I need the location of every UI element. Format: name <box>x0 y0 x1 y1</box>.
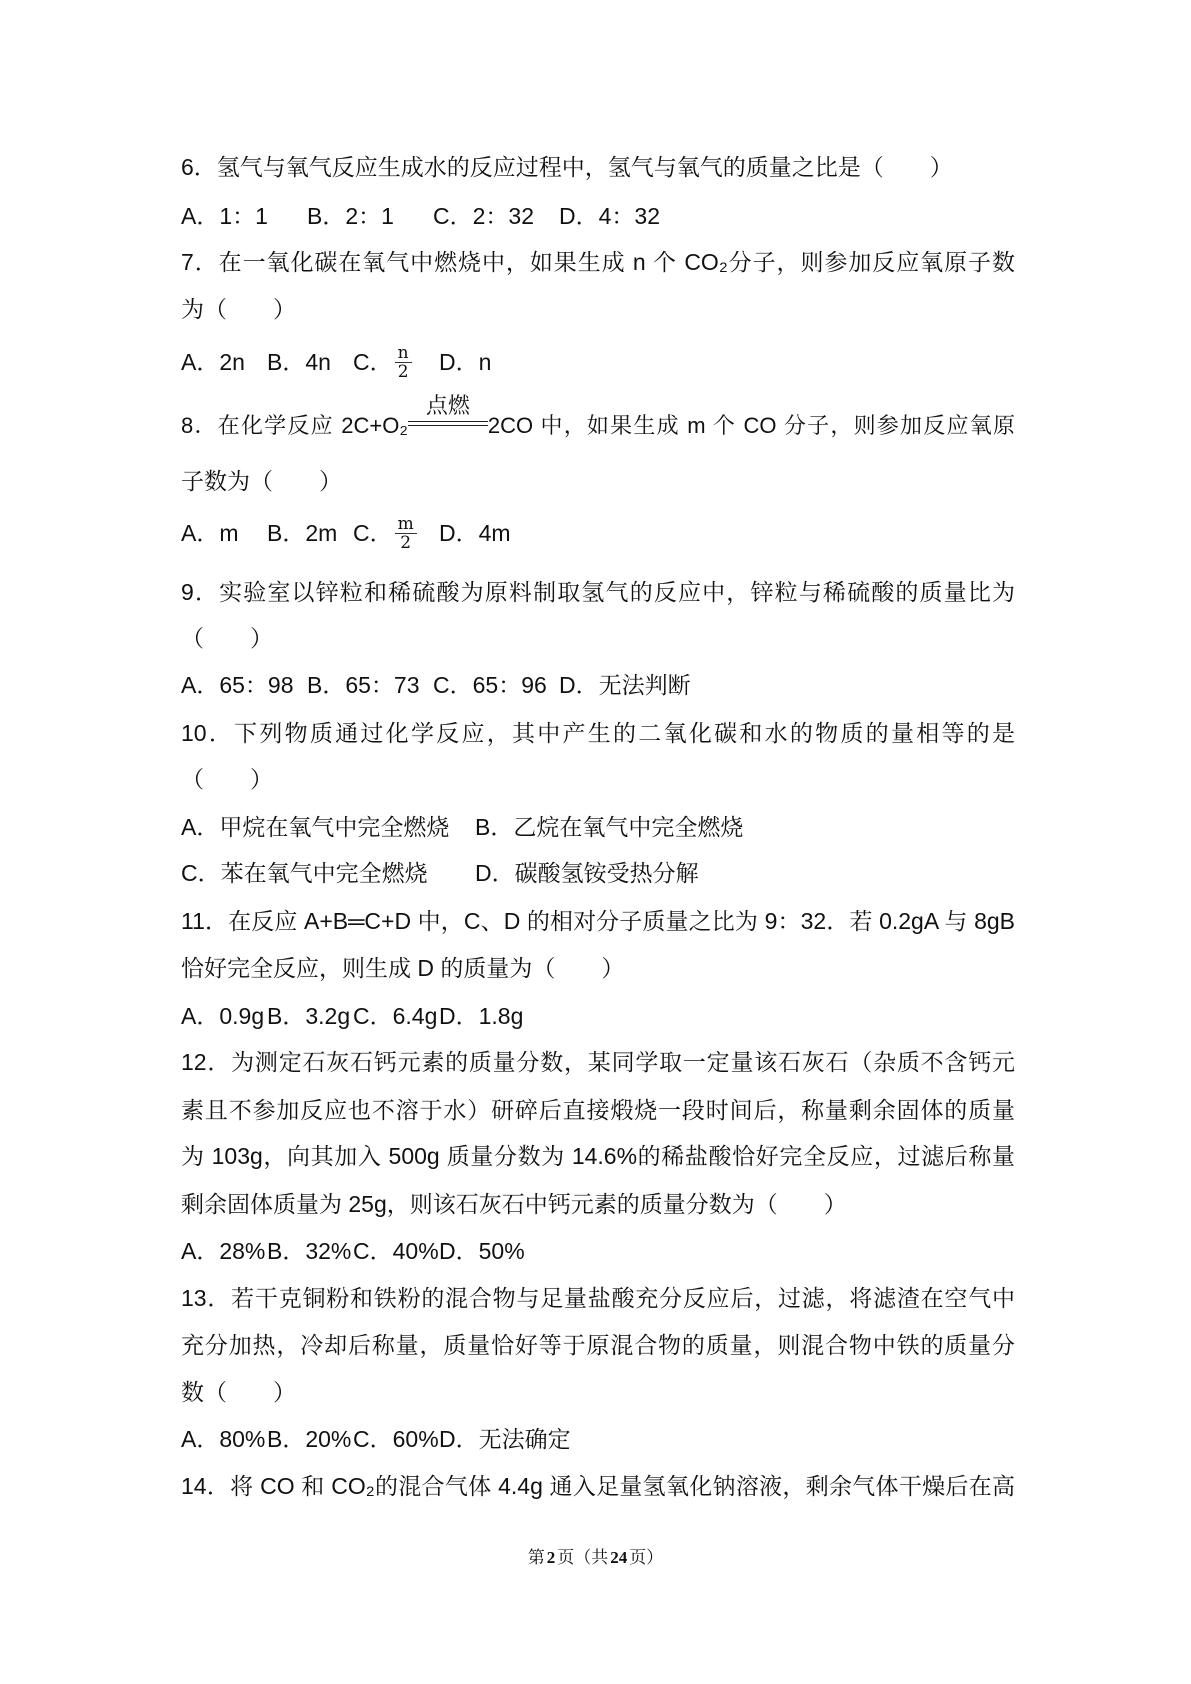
question-12-stem-line-4: 剩余固体质量为 25g，则该石灰石中钙元素的质量分数为（ ） <box>181 1191 847 1217</box>
question-10-stem-line-1: 10．下列物质通过化学反应，其中产生的二氧化碳和水的物质的量相等的是 <box>181 720 1015 746</box>
current-page-number: 2 <box>546 1548 556 1567</box>
option-d: D．碳酸氢铵受热分解 <box>475 860 699 886</box>
question-14-stem-line-1: 14．将 CO 和 CO₂的混合气体 4.4g 通入足量氢氧化钠溶液，剩余气体干燥后在高 <box>181 1473 1015 1499</box>
equation-right: 2CO 中，如果生成 m 个 CO 分子，则参加反应氧原 <box>487 413 1015 438</box>
question-11-stem-line-1: 11．在反应 A+B═C+D 中，C、D 的相对分子质量之比为 9：32．若 0.2gA 与 8gB <box>181 908 1015 934</box>
option-a: A．80% <box>181 1426 266 1452</box>
option-b: B．32% <box>267 1238 352 1264</box>
fraction-numerator: m <box>395 515 417 534</box>
question-6-options <box>181 201 685 231</box>
footer-suffix: 页） <box>629 1548 664 1567</box>
option-d: D．50% <box>439 1238 525 1264</box>
question-9-options <box>181 670 691 700</box>
option-c: C．65：96 <box>433 672 547 698</box>
fraction-denominator: 2 <box>397 362 409 383</box>
option-b: B．4n <box>267 349 331 375</box>
double-line-sign <box>408 421 488 426</box>
option-b: B．2m <box>267 520 338 546</box>
question-10-options-row-2 <box>181 858 769 888</box>
fraction <box>395 515 417 552</box>
question-12-options <box>181 1236 525 1266</box>
question-13-stem-line-1: 13．若干克铜粉和铁粉的混合物与足量盐酸充分反应后，过滤，将滤渣在空气中 <box>181 1285 1015 1311</box>
question-9-stem-line-1: 9．实验室以锌粒和稀硫酸为原料制取氢气的反应中，锌粒与稀硫酸的质量比为 <box>181 579 1015 605</box>
page-footer <box>0 1547 1191 1569</box>
option-a: A．0.9g <box>181 1003 265 1029</box>
fraction-numerator: n <box>395 344 412 363</box>
question-8-stem-line-2: 子数为（ ） <box>181 468 342 494</box>
option-a: A．2n <box>181 349 245 375</box>
option-c <box>353 514 439 554</box>
question-11-stem-line-2: 恰好完全反应，则生成 D 的质量为（ ） <box>181 955 625 981</box>
question-12-stem-line-2: 素且不参加反应也不溶于水）研碎后直接煅烧一段时间后，称量剩余固体的质量 <box>181 1097 1015 1123</box>
question-7-stem-line-2: 为（ ） <box>181 296 296 322</box>
equation-left: 8．在化学反应 2C+O₂ <box>181 413 408 438</box>
option-c: C．苯在氧气中完全燃烧 <box>181 860 428 886</box>
option-d: D．无法判断 <box>559 672 691 698</box>
total-page-count: 24 <box>610 1548 628 1567</box>
footer-prefix: 第 <box>527 1548 545 1567</box>
reaction-condition-arrow <box>408 393 488 441</box>
option-d: D．n <box>439 349 492 375</box>
question-7-stem-line-1: 7．在一氧化碳在氧气中燃烧中，如果生成 n 个 CO₂分子，则参加反应氧原子数 <box>181 249 1015 275</box>
question-13-stem-line-2: 充分加热，冷却后称量，质量恰好等于原混合物的质量，则混合物中铁的质量分 <box>181 1332 1015 1358</box>
option-c-label: C． <box>353 349 393 375</box>
option-c-label: C． <box>353 520 393 546</box>
question-13-stem-line-3: 数（ ） <box>181 1379 296 1405</box>
fraction <box>395 344 412 381</box>
option-b: B．65：73 <box>307 672 420 698</box>
option-a: A．28% <box>181 1238 266 1264</box>
question-10-options-row-1 <box>181 812 769 842</box>
option-b: B．乙烷在氧气中完全燃烧 <box>475 814 744 840</box>
option-b: B．2：1 <box>307 203 394 229</box>
option-a: A．m <box>181 520 239 546</box>
question-10-stem-line-2: （ ） <box>181 766 273 792</box>
option-b: B．20% <box>267 1426 352 1452</box>
option-c: C．40% <box>353 1238 439 1264</box>
question-8-options <box>181 514 525 554</box>
reaction-condition: 点燃 <box>425 393 470 418</box>
option-b: B．3.2g <box>267 1003 351 1029</box>
question-9-stem-line-2: （ ） <box>181 625 273 651</box>
option-c <box>353 343 439 383</box>
option-c: C．6.4g <box>353 1003 438 1029</box>
option-a: A．1：1 <box>181 203 268 229</box>
question-6-stem: 6．氢气与氧气反应生成水的反应过程中，氢气与氧气的质量之比是（ ） <box>181 154 953 180</box>
question-11-options <box>181 1001 525 1031</box>
option-a: A．65：98 <box>181 672 294 698</box>
question-7-options <box>181 343 525 383</box>
option-d: D．无法确定 <box>439 1426 571 1452</box>
option-d: D．4：32 <box>559 203 660 229</box>
option-d: D．1.8g <box>439 1003 524 1029</box>
question-8-stem-line-1 <box>181 393 1015 441</box>
fraction-denominator: 2 <box>400 533 412 554</box>
question-12-stem-line-3: 为 103g，向其加入 500g 质量分数为 14.6%的稀盐酸恰好完全反应，过滤后称量 <box>181 1143 1015 1169</box>
question-12-stem-line-1: 12．为测定石灰石钙元素的质量分数，某同学取一定量该石灰石（杂质不含钙元 <box>181 1049 1015 1075</box>
question-13-options <box>181 1424 571 1454</box>
footer-middle: 页（共 <box>557 1548 609 1567</box>
option-a: A．甲烷在氧气中完全燃烧 <box>181 814 450 840</box>
option-c: C．60% <box>353 1426 439 1452</box>
option-d: D．4m <box>439 520 511 546</box>
option-c: C．2：32 <box>433 203 534 229</box>
